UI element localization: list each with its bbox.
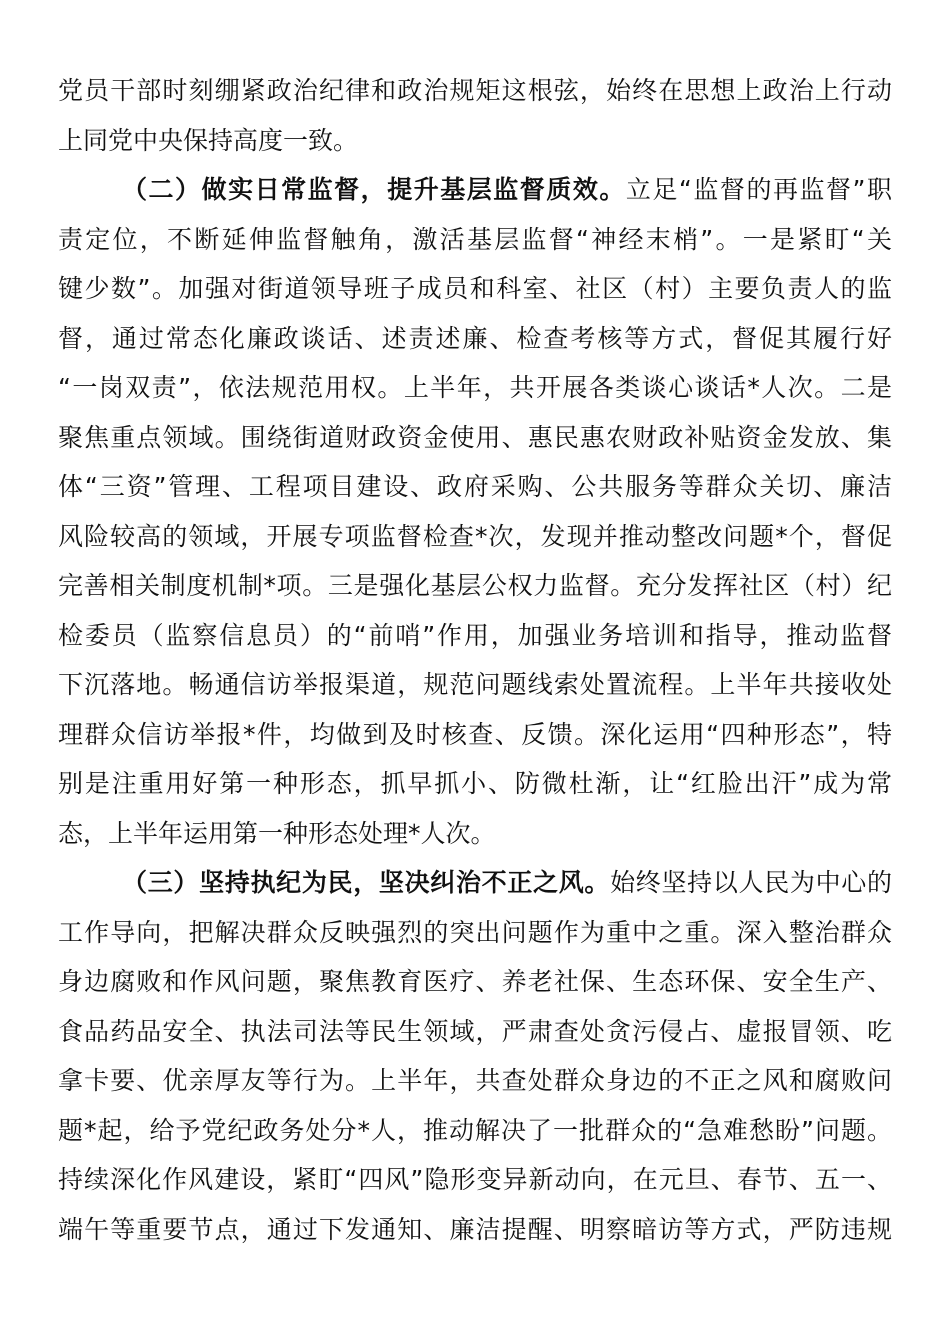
line-text: 检委员（监察信息员）的“前哨”作用，加强业务培训和指导，推动监督: [58, 620, 892, 650]
line-text: 工作导向，把解决群众反映强烈的突出问题作为重中之重。深入整治群众: [58, 917, 892, 947]
text-line: [58, 66, 892, 116]
line-text: 聚焦重点领域。围绕街道财政资金使用、惠民惠农财政补贴资金发放、集: [58, 422, 892, 452]
text-line: [58, 264, 892, 314]
text-line: [58, 710, 892, 760]
text-line: [58, 1205, 892, 1255]
line-text: 拿卡要、优亲厚友等行为。上半年，共查处群众身边的不正之风和腐败问: [58, 1066, 892, 1095]
text-line: [58, 512, 892, 562]
section-heading: （三）坚持执纪为民，坚决纠治不正之风。: [122, 868, 611, 897]
text-line: [58, 809, 892, 859]
text-line: [58, 908, 892, 958]
line-text: 上同党中央保持高度一致。: [58, 125, 359, 155]
text-line: [58, 660, 892, 710]
text-line: [58, 363, 892, 413]
text-line: [58, 1007, 892, 1057]
text-line: [58, 561, 892, 611]
line-text: 端午等重要节点，通过下发通知、廉洁提醒、明察暗访等方式，严防违规: [58, 1214, 892, 1244]
line-text: 体“三资”管理、工程项目建设、政府采购、公共服务等群众关切、廉洁: [58, 472, 892, 501]
line-text: 责定位，不断延伸监督触角，激活基层监督“神经末梢”。一是紧盯“关: [58, 224, 892, 254]
text-line: [58, 858, 892, 908]
line-text: 食品药品安全、执法司法等民生领域，严肃查处贪污侵占、虚报冒领、吃: [58, 1016, 892, 1046]
text-line: [58, 413, 892, 463]
text-line: [58, 116, 892, 166]
line-text: 键少数”。加强对街道领导班子成员和科室、社区（村）主要负责人的监: [58, 274, 892, 303]
paragraph: [58, 165, 892, 858]
text-line: [58, 215, 892, 265]
section-heading: （二）做实日常监督，提升基层监督质效。: [122, 175, 626, 204]
text-line: [58, 759, 892, 809]
text-line: [58, 1056, 892, 1106]
line-text: 始终坚持以人民为中心的: [610, 868, 892, 897]
text-line: [58, 1155, 892, 1205]
text-line: [58, 611, 892, 661]
text-line: [58, 1106, 892, 1156]
line-text: 风险较高的领域，开展专项监督检查*次，发现并推动整改问题*个，督促: [58, 521, 892, 551]
line-text: 持续深化作风建设，紧盯“四风”隐形变异新动向，在元旦、春节、五一、: [58, 1165, 892, 1194]
document-body: [58, 66, 892, 1254]
line-text: 下沉落地。畅通信访举报渠道，规范问题线索处置流程。上半年共接收处: [58, 670, 892, 699]
line-text: 别是注重用好第一种形态，抓早抓小、防微杜渐，让“红脸出汗”成为常: [58, 769, 892, 798]
line-text: 督，通过常态化廉政谈话、述责述廉、检查考核等方式，督促其履行好: [58, 323, 892, 353]
text-line: [58, 314, 892, 364]
line-text: 题*起，给予党纪政务处分*人，推动解决了一批群众的“急难愁盼”问题。: [58, 1115, 892, 1145]
line-text: 立足“监督的再监督”职: [625, 175, 892, 204]
paragraph: [58, 858, 892, 1254]
line-text: 理群众信访举报*件，均做到及时核查、反馈。深化运用“四种形态”，特: [58, 719, 892, 749]
text-line: [58, 165, 892, 215]
text-line: [58, 462, 892, 512]
line-text: “一岗双责”，依法规范用权。上半年，共开展各类谈心谈话*人次。二是: [58, 373, 892, 402]
line-text: 身边腐败和作风问题，聚焦教育医疗、养老社保、生态环保、安全生产、: [58, 967, 892, 996]
paragraph: [58, 66, 892, 165]
line-text: 态，上半年运用第一种形态处理*人次。: [58, 818, 496, 848]
text-line: [58, 957, 892, 1007]
line-text: 完善相关制度机制*项。三是强化基层公权力监督。充分发挥社区（村）纪: [58, 571, 892, 600]
line-text: 党员干部时刻绷紧政治纪律和政治规矩这根弦，始终在思想上政治上行动: [58, 76, 892, 105]
